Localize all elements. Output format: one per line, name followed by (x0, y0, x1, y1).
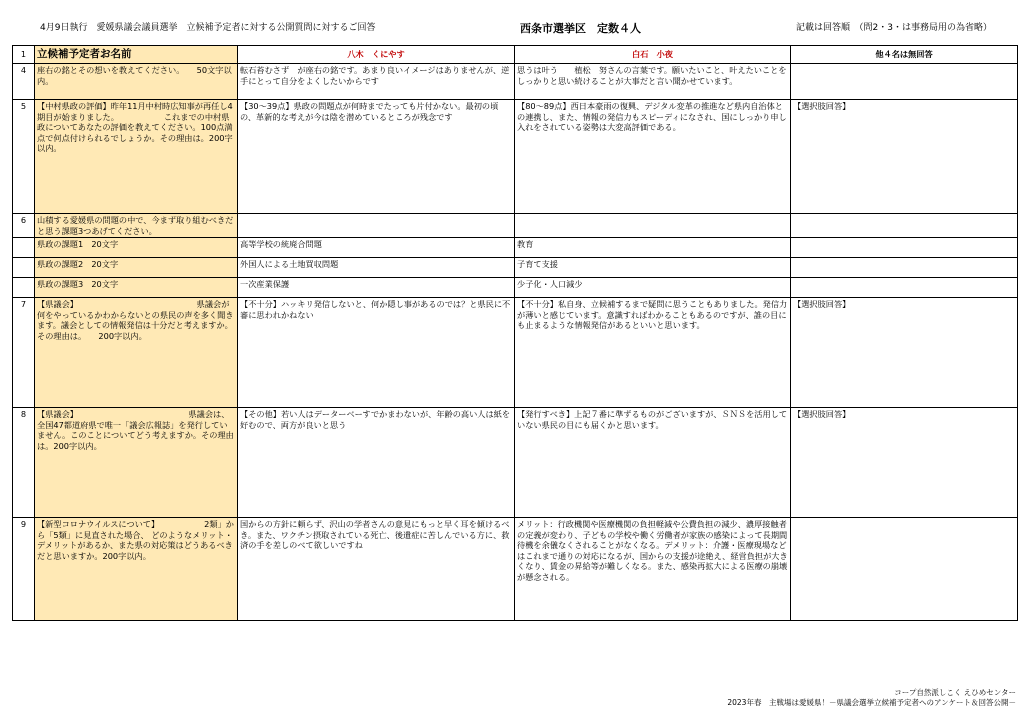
question-cell: 県政の課題3 20文字 (35, 278, 238, 298)
candidate-yagi-name: 八木 くにやす (238, 46, 515, 64)
answer-others (791, 278, 1018, 298)
footer-organization: コープ自然派しこく えひめセンター (894, 688, 1016, 697)
question-cell: 【新型コロナウイルスについて】 2類」から「5類」に見直された場合、 どのようなメリット・デメリットがあるか、また県の対応策はどうあるべきだと思いますか。200字以内。 (35, 518, 238, 621)
question-cell: 【県議会】 県議会が何をやっているかわからないとの県民の声を多く聞きます。議会としての情報発信は十分だと考えますか。その理由は。 200字以内。 (35, 298, 238, 408)
row-number: 5 (13, 100, 35, 214)
answer-shiraishi: 子育て支援 (515, 258, 791, 278)
answer-shiraishi: 【不十分】私自身、立候補するまで疑問に思うこともありました。発信力が薄いと感じています。意識すればわかることもあるのですが、誰の目にも止まるような情報発信があるといいと思います。 (515, 298, 791, 408)
row-number: 8 (13, 408, 35, 518)
table-row (13, 214, 1018, 238)
row-number: 1 (13, 46, 35, 64)
question-cell: 座右の銘とその想いを教えてください。 50文字以内。 (35, 64, 238, 100)
answer-others: 【選択肢回答】 (791, 408, 1018, 518)
document-title: 4月9日執行 愛媛県議会議員選挙 立候補予定者に対する公開質問に対するご回答 (40, 23, 376, 33)
table-row (13, 298, 1018, 408)
district-label: 西条市選挙区 定数４人 (520, 22, 641, 35)
answer-others (791, 214, 1018, 238)
table-row (13, 64, 1018, 100)
answer-others: 【選択肢回答】 (791, 298, 1018, 408)
answer-others: 【選択肢回答】 (791, 100, 1018, 214)
footer-caption: 2023年春 主戦場は愛媛県！－県議会選挙立候補予定者へのアンケート＆回答公開－ (727, 698, 1016, 707)
question-cell: 【県議会】 県議会は、全国47都道府県で唯一「議会広報誌」を発行していません。このことについてどう考えますか。その理由は。200字以内。 (35, 408, 238, 518)
row-number (13, 258, 35, 278)
answer-yagi: 一次産業保護 (238, 278, 515, 298)
row-number: 4 (13, 64, 35, 100)
header-label-cell (35, 46, 238, 64)
row-number (13, 278, 35, 298)
answer-yagi: 転石苔むさず が座右の銘です。あまり良いイメージはありませんが、逆手にとって自分をよくしたいからです (238, 64, 515, 100)
answer-shiraishi: 【80～89点】西日本豪雨の復興、デジタル変革の推進など県内自治体との連携し、また、情報の発信力もスピーディになされ、国にしっかり申し入れをされている姿勢は大変高評価である。 (515, 100, 791, 214)
table-header-row (13, 46, 1018, 64)
candidate-shiraishi-name: 白石 小夜 (515, 46, 791, 64)
table-row (13, 518, 1018, 621)
others-no-answer: 他４名は無回答 (791, 46, 1018, 64)
answer-shiraishi: 少子化・人口減少 (515, 278, 791, 298)
answer-yagi: 【不十分】ハッキリ発信しないと、何か隠し事があるのでは？と県民に不審に思われかねない (238, 298, 515, 408)
order-note: 記載は回答順 （問2・3・は事務局用の為省略） (796, 23, 992, 33)
candidate-name-label: 立候補予定者お名前 (37, 48, 132, 61)
answer-others (791, 238, 1018, 258)
answer-shiraishi: 【発行すべき】上記７番に準ずるものがございますが、ＳＮＳを活用していない県民の目にも届くかと思います。 (515, 408, 791, 518)
answer-shiraishi: 教育 (515, 238, 791, 258)
answer-others (791, 258, 1018, 278)
question-cell: 山積する愛媛県の問題の中で、今まず取り組むべきだと思う課題3つあげてください。 (35, 214, 238, 238)
table-row (13, 278, 1018, 298)
answer-others (791, 64, 1018, 100)
answer-yagi: 【その他】若い人はデーターベーすでかまわないが、年齢の高い人は紙を好むので、両方が良いと思う (238, 408, 515, 518)
table-row (13, 408, 1018, 518)
answer-yagi: 高等学校の統廃合問題 (238, 238, 515, 258)
question-cell: 県政の課題1 20文字 (35, 238, 238, 258)
answer-yagi: 【30～39点】県政の問題点が何時までたっても片付かない。最初の頃の、革新的な考えが今は陰を潜めているところが残念です (238, 100, 515, 214)
question-cell: 【中村県政の評価】昨年11月中村時広知事が再任し4期目が始まりました。 これまでの中村県政についてあなたの評価を教えてください。100点満点で何点付けられるでしょうか。その理由は。200字以内。 (35, 100, 238, 214)
answer-shiraishi: 思うは叶う 植松 努さんの言葉です。願いたいこと、叶えたいことをしっかりと思い続けることが大事だと言い聞かせています。 (515, 64, 791, 100)
row-number: 6 (13, 214, 35, 238)
row-number (13, 238, 35, 258)
table-row (13, 258, 1018, 278)
answer-shiraishi (515, 214, 791, 238)
table-row (13, 100, 1018, 214)
row-number: 7 (13, 298, 35, 408)
answer-others (791, 518, 1018, 621)
answer-yagi (238, 214, 515, 238)
question-cell: 県政の課題2 20文字 (35, 258, 238, 278)
answer-shiraishi: メリット：行政機関や医療機関の負担軽減や公費負担の減少、濃厚接触者の定義が変わり、子どもの学校や働く労働者が家族の感染によって長期間待機を余儀なくされることがなくなる。デメリット：介護・医療現場などはこれまで通りの対応になるが、国からの支援が途絶え、経営負担が大きくなり、賃金の昇給等が難しくなる。また、感染再拡大による医療の崩壊が懸念される。 (515, 518, 791, 621)
answer-yagi: 外国人による土地買収問題 (238, 258, 515, 278)
table-row (13, 238, 1018, 258)
survey-table (12, 45, 1018, 621)
row-number: 9 (13, 518, 35, 621)
answer-yagi: 国からの方針に頼らず、沢山の学者さんの意見にもっと早く耳を傾けるべき。また、ワクチン摂取されている死亡、後遺症に苦しんでいる方に、救済の手を差しのべて欲しいですね (238, 518, 515, 621)
